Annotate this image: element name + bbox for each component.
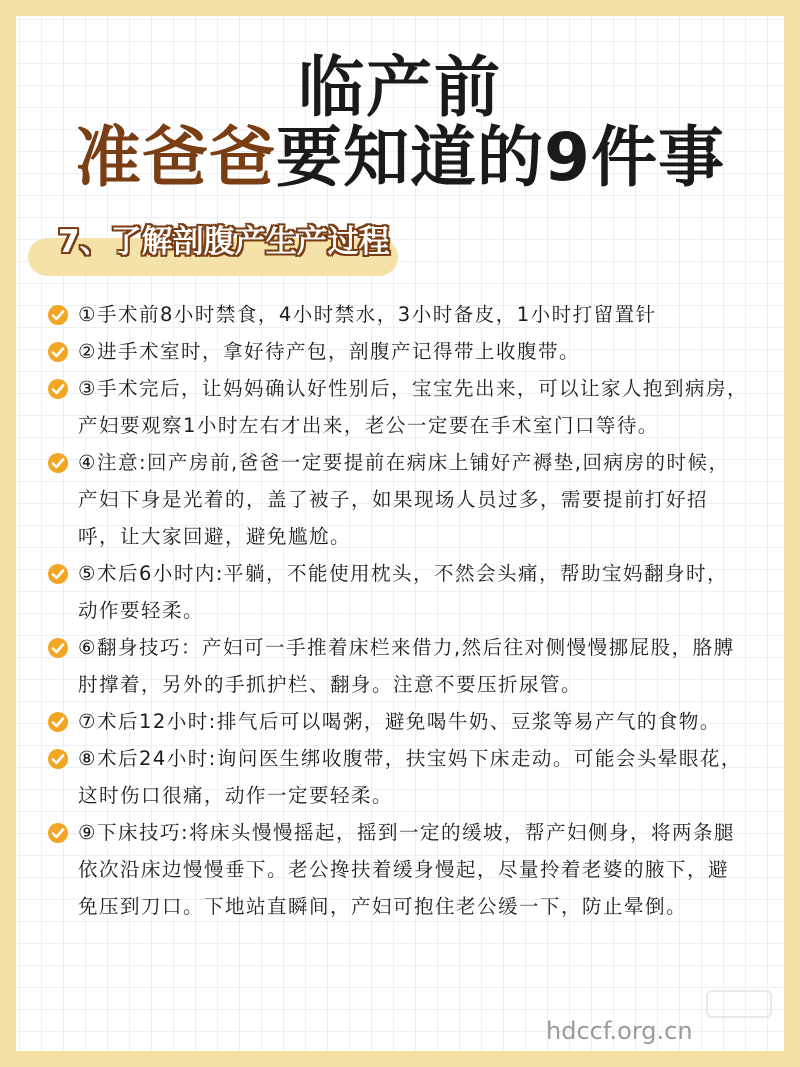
item-text: ⑥翻身技巧：产妇可一手推着床栏来借力,然后往对侧慢慢挪屁股，胳膊肘撑着，另外的手抓护栏、翻身。注意不要压折尿管。	[78, 636, 735, 696]
list-item	[48, 629, 748, 703]
list-item	[48, 444, 748, 555]
list-item	[48, 740, 748, 814]
item-text: ⑧术后24小时:询问医生绑收腹带，扶宝妈下床走动。可能会头晕眼花，这时伤口很痛，动作一定要轻柔。	[78, 747, 742, 807]
list-item	[48, 555, 748, 629]
checkmark-circle-icon	[48, 305, 68, 325]
checkmark-circle-icon	[48, 638, 68, 658]
checkmark-circle-icon	[48, 823, 68, 843]
item-text: ⑦术后12小时:排气后可以喝粥，避免喝牛奶、豆浆等易产气的食物。	[78, 710, 721, 733]
section-heading: 7、了解剖腹产生产过程	[58, 224, 390, 260]
checkmark-circle-icon	[48, 342, 68, 362]
item-text: ①手术前8小时禁食，4小时禁水，3小时备皮，1小时打留置针	[78, 303, 657, 326]
list-item	[48, 370, 748, 444]
item-text: ③手术完后，让妈妈确认好性别后，宝宝先出来，可以让家人抱到病房，产妇要观察1小时左右才出来，老公一定要在手术室门口等待。	[78, 377, 748, 437]
page-title-line1: 临产前	[298, 49, 502, 126]
checkmark-circle-icon	[48, 712, 68, 732]
list-item	[48, 296, 748, 333]
checkmark-circle-icon	[48, 453, 68, 473]
item-text: ⑤术后6小时内:平躺，不能使用枕头，不然会头痛，帮助宝妈翻身时，动作要轻柔。	[78, 562, 728, 622]
page-title-line2	[0, 118, 800, 198]
item-text: ④注意:回产房前,爸爸一定要提前在病床上铺好产褥垫,回病房的时候，产妇下身是光着的，盖了被子，如果现场人员过多，需要提前打好招呼，让大家回避，避免尴尬。	[78, 451, 730, 548]
list-item	[48, 703, 748, 740]
list-item	[48, 333, 748, 370]
item-list	[48, 296, 748, 925]
title-rest: 要知道的9件事	[276, 119, 725, 196]
item-text: ②进手术室时，拿好待产包，剖腹产记得带上收腹带。	[78, 340, 580, 363]
item-text: ⑨下床技巧:将床头慢慢摇起，摇到一定的缓坡，帮产妇侧身，将两条腿依次沿床边慢慢垂下。老公搀扶着缓身慢起，尽量拎着老婆的腋下，避免压到刀口。下地站直瞬间，产妇可抱住老公缓一下，防止晕倒。	[78, 821, 736, 918]
watermark-text: hdccf.org.cn	[546, 1017, 693, 1045]
list-item	[48, 814, 748, 925]
checkmark-circle-icon	[48, 564, 68, 584]
title-highlight: 准爸爸	[75, 119, 277, 196]
checkmark-circle-icon	[48, 379, 68, 399]
checkmark-circle-icon	[48, 749, 68, 769]
watermark-logo-icon	[706, 990, 772, 1018]
